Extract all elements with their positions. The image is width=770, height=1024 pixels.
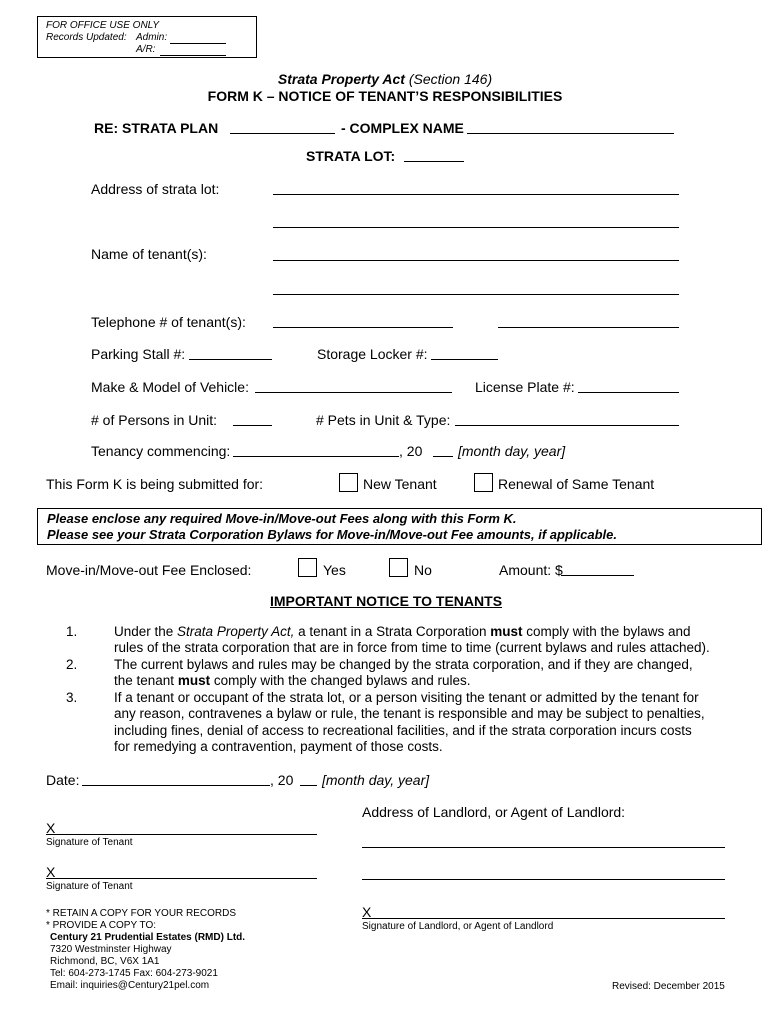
item-1-line-1: Under the Strata Property Act, a tenant in a Strata Corporation must comply with the bylaws and [114,624,691,639]
item-3-line-3: including fines, denial of access to recreational facilities, and if the strata corporation incurs costs [114,723,692,738]
tenant-name-line-2[interactable] [273,294,679,295]
item-3-line-4: for remedying a contravention, payment of those costs. [114,739,443,754]
submission-label: This Form K is being submitted for: [46,476,264,492]
landlord-address-line-2[interactable] [362,879,725,880]
fee-no-label: No [414,562,432,578]
date-format: [month day, year] [322,772,430,788]
storage-line[interactable] [431,359,498,360]
date-line[interactable] [82,785,270,786]
footer-provide: * PROVIDE A COPY TO: [46,920,157,931]
fee-no-checkbox[interactable] [389,558,408,577]
tenancy-date-line[interactable] [233,456,399,457]
persons-label: # of Persons in Unit: [91,412,218,428]
renewal-checkbox[interactable] [474,473,493,492]
office-use-title: FOR OFFICE USE ONLY [46,20,159,31]
footer-city: Richmond, BC, V6X 1A1 [50,956,160,967]
important-heading: IMPORTANT NOTICE TO TENANTS [270,593,503,609]
fee-notice-line-2: Please see your Strata Corporation Bylaws for Move-in/Move-out Fee amounts, if applicable. [47,527,617,542]
fee-yes-label: Yes [323,562,346,578]
persons-line[interactable] [233,425,272,426]
fee-amount-label: Amount: $ [499,562,563,578]
telephone-label: Telephone # of tenant(s): [91,314,246,330]
footer-phone: Tel: 604-273-1745 Fax: 604-273-9021 [50,968,218,979]
date-label: Date: [46,772,80,788]
telephone-line-2[interactable] [498,327,679,328]
item-3-line-2: any reason, contravenes a bylaw or rule, the tenant is responsible and may be subject to penalties, [114,706,705,721]
complex-name-label: - COMPLEX NAME [341,120,464,136]
pets-line[interactable] [455,425,679,426]
date-year-label: , 20 [270,772,294,788]
item-2-number: 2. [66,657,78,672]
landlord-sig-x: X [362,904,372,920]
renewal-label: Renewal of Same Tenant [498,476,655,492]
vehicle-line[interactable] [255,392,452,393]
act-heading [0,71,770,87]
complex-name-line[interactable] [467,133,674,134]
records-updated-label: Records Updated: [46,32,127,43]
form-title: FORM K – NOTICE OF TENANT’S RESPONSIBILITIES [207,88,563,104]
tenancy-year-line[interactable] [433,456,453,457]
act-title: Strata Property Act [277,71,405,87]
fee-notice-line-1: Please enclose any required Move-in/Move-out Fees along with this Form K. [47,511,517,526]
item-1-number: 1. [66,624,78,639]
fee-label: Move-in/Move-out Fee Enclosed: [46,562,252,578]
strata-plan-line[interactable] [230,133,335,134]
tenant-name-label: Name of tenant(s): [91,246,207,262]
item-2-line-1: The current bylaws and rules may be changed by the strata corporation, and if they are changed, [114,657,693,672]
plate-line[interactable] [578,392,679,393]
item-3-number: 3. [66,690,78,705]
ar-label: A/R: [136,44,156,55]
storage-label: Storage Locker #: [317,346,428,362]
tenant-sig-1-label: Signature of Tenant [46,837,133,848]
pets-label: # Pets in Unit & Type: [316,412,451,428]
admin-label: Admin: [136,32,168,43]
footer-retain: * RETAIN A COPY FOR YOUR RECORDS [46,908,237,919]
vehicle-label: Make & Model of Vehicle: [91,379,249,395]
admin-line[interactable] [170,43,226,44]
address-line-1[interactable] [273,194,679,195]
fee-yes-checkbox[interactable] [298,558,317,577]
parking-line[interactable] [189,359,272,360]
parking-label: Parking Stall #: [91,346,186,362]
landlord-address-line-1[interactable] [362,847,725,848]
fee-notice-box [37,508,762,545]
date-year-line[interactable] [300,785,317,786]
office-use-box [37,16,257,58]
strata-plan-label: RE: STRATA PLAN [94,120,219,136]
tenant-sig-2-line[interactable] [46,878,317,879]
tenancy-year-label: , 20 [399,443,423,459]
ar-line[interactable] [160,55,226,56]
tenant-sig-2-x: X [46,864,56,880]
tenancy-label: Tenancy commencing: [91,443,231,459]
landlord-sig-label: Signature of Landlord, or Agent of Landlord [362,921,554,932]
fee-amount-line[interactable] [561,575,634,576]
footer-email[interactable]: Email: inquiries@Century21pel.com [50,980,210,991]
plate-label: License Plate #: [475,379,575,395]
footer-company: Century 21 Prudential Estates (RMD) Ltd. [50,932,246,943]
item-1-line-2: rules of the strata corporation that are in force from time to time (current bylaws and rules attached). [114,640,710,655]
item-3-line-1: If a tenant or occupant of the strata lot, or a person visiting the tenant or admitted by the tenant for [114,690,699,705]
strata-lot-label: STRATA LOT: [306,148,396,164]
tenant-sig-1-line[interactable] [46,834,317,835]
footer-revised: Revised: December 2015 [612,981,725,992]
item-2-line-2: the tenant must comply with the changed bylaws and rules. [114,673,471,688]
tenant-sig-1-x: X [46,820,56,836]
address-label: Address of strata lot: [91,181,220,197]
new-tenant-checkbox[interactable] [339,473,358,492]
footer-street: 7320 Westminster Highway [50,944,172,955]
telephone-line-1[interactable] [273,327,453,328]
act-section: (Section 146) [408,71,493,87]
landlord-address-label: Address of Landlord, or Agent of Landlord: [362,804,626,820]
landlord-sig-line[interactable] [362,918,725,919]
new-tenant-label: New Tenant [363,476,437,492]
tenancy-format: [month day, year] [458,443,566,459]
address-line-2[interactable] [273,227,679,228]
tenant-name-line-1[interactable] [273,260,679,261]
tenant-sig-2-label: Signature of Tenant [46,881,133,892]
strata-lot-line[interactable] [404,161,464,162]
